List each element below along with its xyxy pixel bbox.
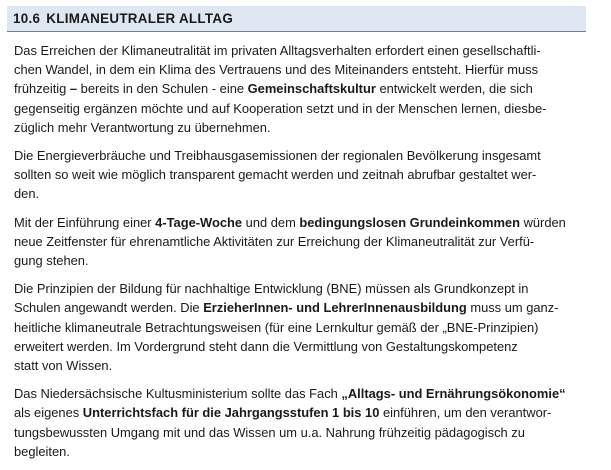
- text-run: statt von Wissen.: [14, 358, 113, 374]
- text-run: entwickelt werden, die sich: [375, 81, 533, 97]
- bold-text: bedingungslosen Grundeinkommen: [299, 214, 520, 230]
- text-line: [14, 337, 580, 356]
- text-line: [14, 442, 580, 461]
- text-line: [14, 118, 580, 137]
- text-run: würden: [519, 214, 566, 230]
- text-run: begleiten.: [14, 443, 70, 459]
- text-run: Das Niedersächsische Kultusministerium sollte das Fach: [14, 386, 342, 402]
- paragraph: [14, 41, 580, 137]
- section-number: 10.6: [13, 11, 41, 26]
- text-line: [14, 403, 580, 422]
- text-run: bereits in den Schulen - eine: [77, 81, 248, 97]
- section-body: [14, 41, 580, 470]
- text-run: gung stehen.: [14, 253, 89, 269]
- paragraph: [14, 146, 580, 204]
- text-line: [14, 423, 580, 442]
- text-run: Die Energieverbräuche und Treibhausgasemissionen der regionalen Bevölkerung insgesamt: [14, 148, 541, 164]
- bold-text: Unterrichtsfach für die Jahrgangsstufen 1 bis 10: [82, 405, 380, 421]
- paragraph: [14, 384, 580, 461]
- paragraph: [14, 279, 580, 375]
- text-run: Mit der Einführung einer: [14, 214, 156, 230]
- bold-text: „Alltags- und Ernährungsökonomie“: [341, 386, 566, 402]
- text-run: heitliche klimaneutrale Betrachtungsweisen (für eine Lernkultur gemäß der „BNE-Prinzipien): [14, 319, 539, 335]
- text-line: [14, 318, 580, 337]
- text-line: [14, 79, 580, 98]
- text-run: als eigenes: [14, 405, 83, 421]
- bold-text: ErzieherInnen- und LehrerInnenausbildung: [203, 300, 467, 316]
- text-line: [14, 165, 580, 184]
- text-line: [14, 356, 580, 375]
- text-run: und dem: [242, 214, 300, 230]
- text-line: [14, 232, 580, 251]
- section-heading: [13, 11, 233, 26]
- text-run: einführen, um den verantwor-: [379, 405, 552, 421]
- text-line: [14, 213, 580, 232]
- bold-text: Gemeinschaftskultur: [247, 81, 376, 97]
- text-line: [14, 184, 580, 203]
- text-run: Das Erreichen der Klimaneutralität im privaten Alltagsverhalten erfordert einen gesellschaftli-: [14, 43, 541, 58]
- text-line: [14, 384, 580, 403]
- text-line: [14, 279, 580, 298]
- text-run: neue Zeitfenster für ehrenamtliche Aktivitäten zur Erreichung der Klimaneutralität zur Verfü-: [14, 233, 535, 249]
- section-header: [7, 6, 586, 32]
- text-run: erweitert werden. Im Vordergrund steht dann die Vermittlung von Gestaltungskompetenz: [14, 338, 518, 354]
- text-line: [14, 99, 580, 118]
- text-run: Schulen angewandt werden. Die: [14, 300, 204, 316]
- text-line: [14, 41, 580, 60]
- text-line: [14, 60, 580, 79]
- text-run: sollten so weit wie möglich transparent gemacht werden und zeitnah abrufbar gestaltet wer-: [14, 167, 537, 183]
- text-run: tungsbewussten Umgang mit und das Wissen um u.a. Nahrung frühzeitig pädagogisch zu: [14, 424, 525, 440]
- text-run: muss um ganz-: [466, 300, 559, 316]
- paragraph: [14, 213, 580, 271]
- text-run: chen Wandel, in dem ein Klima des Vertrauens und des Miteinanders entsteht. Hierfür muss: [14, 62, 539, 78]
- text-run: den.: [14, 186, 40, 202]
- text-run: frühzeitig: [14, 81, 70, 97]
- text-line: [14, 146, 580, 165]
- bold-text: –: [69, 81, 78, 97]
- bold-text: 4-Tage-Woche: [155, 214, 243, 230]
- text-line: [14, 251, 580, 270]
- section-title: KLIMANEUTRALER ALLTAG: [46, 11, 234, 26]
- text-run: Die Prinzipien der Bildung für nachhaltige Entwicklung (BNE) müssen als Grundkonzept in: [14, 281, 529, 297]
- text-run: gegenseitig ergänzen möchte und auf Kooperation setzt und in der Menschen lernen, diesbe-: [14, 100, 547, 116]
- text-line: [14, 298, 580, 317]
- text-run: züglich mehr Verantwortung zu übernehmen.: [14, 119, 271, 135]
